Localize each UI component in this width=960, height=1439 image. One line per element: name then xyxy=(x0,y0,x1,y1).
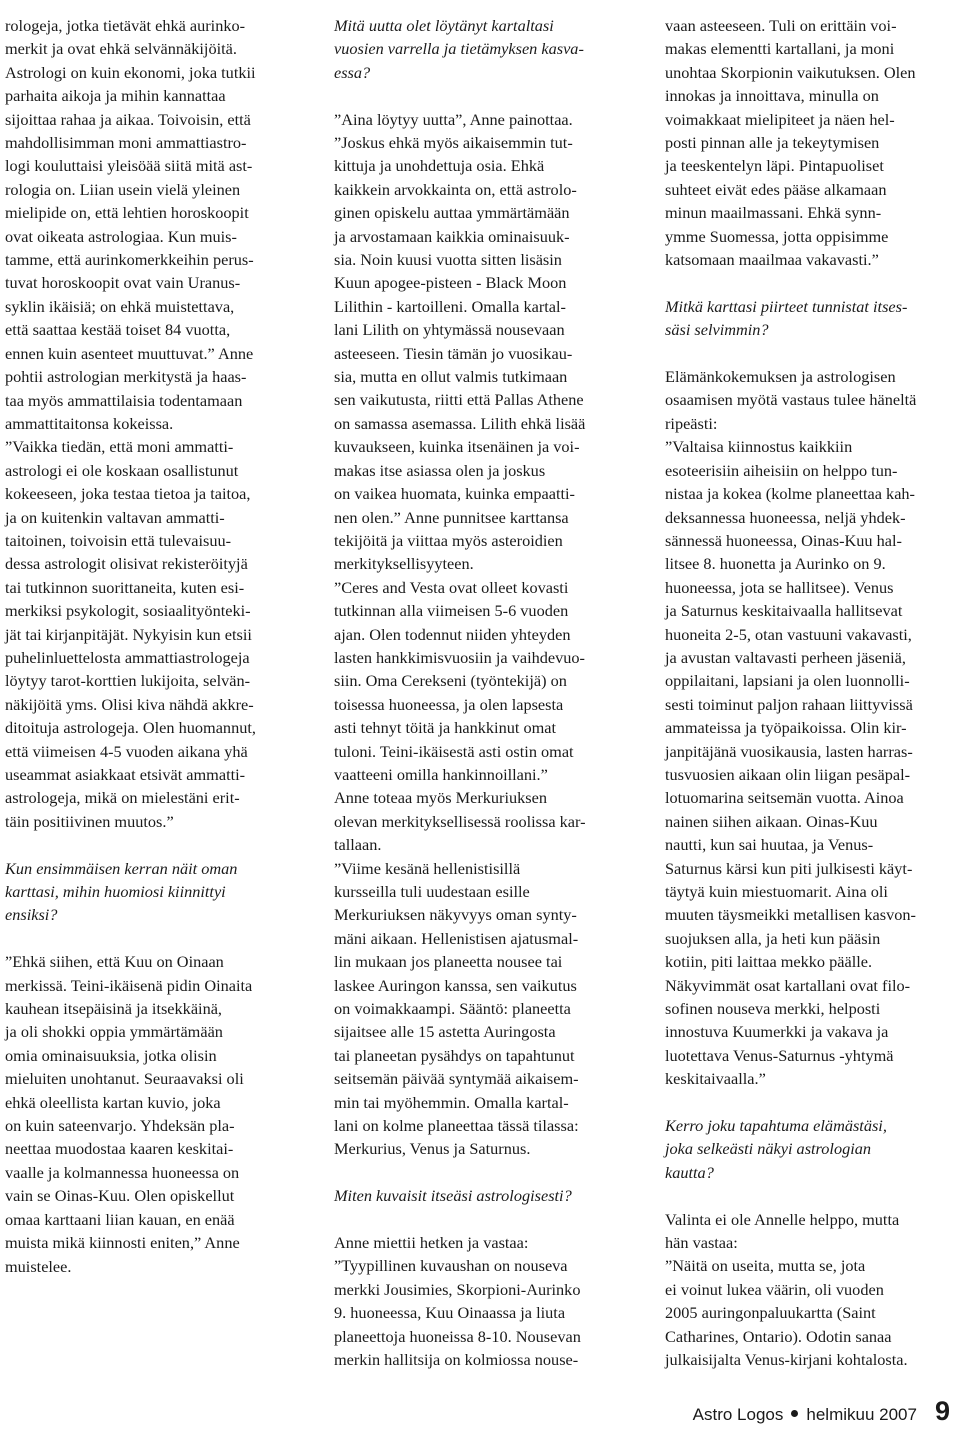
paragraph: ”Ceres and Vesta ovat olleet kovasti tutkinnan alla viimeisen 5-6 vuoden ajan. Olen todennut niiden yhteyden lasten hankkimisvuosiin ja vaihdevuo- siin. Oma Cerekseni (työntekijä) on toisessa huoneessa, ja olen lapsesta asti tehnyt töitä ja hankkinut omat tuloni. Teini-ikäisestä asti ostin omat vaatteeni omilla hankinnoillani.” xyxy=(334,577,585,784)
paragraph: Elämänkokemuksen ja astrologisen osaamisen myötä vastaus tulee häneltä ripeästi: ”Valtaisa kiinnostus kaikkiin esoteerisiin aiheisiin on helppo tun- nistaa ja kokea (kolme planeettaa kah- deksannessa huoneessa, neljä yhdek- sännessä huoneessa, Oinas-Kuu hal- litsee 8. huonetta ja Aurinko on 9. huoneessa, jota se hallitsee). Venus ja Saturnus keskitaivaalla hallitsevat huoneita 2-5, otan vastuuni vakavasti, ja avustan valtavasti perheen jäseniä, oppilaitani, lapsiani ja olen luonnolli- sesti toiminut paljon rahaan liittyvissä ammateissa ja työpaikoissa. Olin kir- janpitäjänä vuosikausia, lasten harras- tusvuosien aikaan olin liigan pesäpal- lotuomarina seitsemän vuotta. Ainoa nainen siihen aikaan. Oinas-Kuu nautti, kun sai huutaa, ja Venus- Saturnus kärsi kun piti julkisesti käyt- täytyä kuin miestuomarit. Aina oli muuten täysmeikki metallisen kasvon- suojuksen alla, ja heti kun pääsin kotiin, piti laittaa mekko päälle. Näkyvimmät osat kartallani ovat filo- sofinen nouseva merkki, helposti innostuva Kuumerkki ja vakava ja luotettava Venus-Saturnus -yhtymä keskitaivaalla.” xyxy=(665,367,917,1089)
issue-date: helmikuu 2007 xyxy=(806,1405,917,1424)
interview-question: Kerro joku tapahtuma elämästäsi, joka selkeästi näkyi astrologian kautta? xyxy=(665,1116,887,1182)
paragraph: Anne miettii hetken ja vastaa: ”Tyypillinen kuvaushan on nouseva merkki Jousimies, Skorpioni-Aurinko 9. huoneessa, Kuu Oinaassa ja liuta planeettoja huoneissa 8-10. Nousevan merkin hallitsija on kolmiossa nouse- xyxy=(334,1233,581,1370)
paragraph: ”Viime kesänä hellenistisillä kursseilla tuli uudestaan esille Merkuriuksen näkyvyys oman synty- mäni aikaan. Hellenistisen ajatusmal- lin mukaan jos planeetta nousee tai laskee Auringon kanssa, sen vaikutus on voimakkaampi. Sääntö: planeetta sijaitsee alle 15 astetta Auringosta tai planeetan pysähdys on tapahtunut seitsemän päivää syntymää aikaisem- min tai myöhemmin. Omalla kartal- lani on kolme planeettaa tässä tilassa: Merkurius, Venus ja Saturnus. xyxy=(334,858,579,1159)
text-column-3 xyxy=(665,14,957,1372)
bullet-separator xyxy=(791,1410,798,1417)
paragraph: ”Ehkä siihen, että Kuu on Oinaan merkissä. Teini-ikäisenä pidin Oinaita kauhean itsepäisinä ja itsekkäinä, ja oli shokki oppia ymmärtämään omia ominaisuuksia, jotka olisin mieluiten unohtanut. Seuraavaksi oli ehkä oleellista kartan kuvio, joka on kuin sateenvarjo. Yhdeksän pla- neettaa muodostaa kaaren keskitai- vaalle ja kolmannessa huoneessa on vain se Oinas-Kuu. Olen opiskellut omaa karttaani liian kauan, en enää muista mikä kiinnosti eniten,” Anne muistelee. xyxy=(5,952,253,1276)
paragraph: Valinta ei ole Annelle helppo, mutta hän vastaa: ”Näitä on useita, mutta se, jota ei voinut lukea väärin, oli vuoden 2005 auringonpaluukartta (Saint Catharines, Ontario). Odotin sanaa julkaisijalta Venus-kirjani kohtalosta. xyxy=(665,1209,908,1370)
page-number: 9 xyxy=(934,1396,950,1426)
interview-question: Miten kuvaisit itseäsi astrologisesti? xyxy=(334,1186,572,1206)
paragraph: rologeja, jotka tietävät ehkä aurinko- merkit ja ovat ehkä selvännäkijöitä. Astrologi on kuin ekonomi, joka tutkii parhaita aikoja ja mihin kannattaa sijoittaa rahaa ja aikaa. Toivoisin, että mahdollisimman moni ammattiastro- logi kouluttaisi yleisöää siitä mitä ast- rologia on. Liian usein vielä yleinen mielipide on, että lehtien horoskoopit ovat oikeata astrologiaa. Kun muis- tamme, että aurinkomerkkeihin perus- tuvat horoskoopit ovat vain Uranus- syklin ikäisiä; on ehkä muistettava, että saattaa kestää toiset 84 vuotta, ennen kuin asenteet muuttuvat.” Anne pohtii astrologian merkitystä ja haas- taa myös ammattilaisia todentamaan ammattitaitonsa kokeissa. xyxy=(5,16,256,433)
page-footer xyxy=(693,1396,950,1427)
text-column-2 xyxy=(334,14,629,1372)
paragraph: ”Aina löytyy uutta”, Anne painottaa. ”Joskus ehkä myös aikaisemmin tut- kittuja ja unohdettuja osia. Ehkä kaikkein arvokkainta on, että astrolo- ginen opiskelu auttaa ymmärtämään ja arvostamaan kaikkia ominaisuuk- sia. Noin kuusi vuotta sitten lisäsin Kuun apogee-pisteen - Black Moon Lilithin - kartoilleni. Omalla kartal- lani Lilith on yhtymässä nousevaan asteeseen. Tiesin tämän jo vuosikau- sia, mutta en ollut valmis tutkimaan sen vaikutusta, riitti että Pallas Athene on samassa asemassa. Lilith ehkä lisää kuvaukseen, kuinka itsenäinen ja voi- makas itse asiassa olen ja joskus on vaikea huomata, kuinka empaatti- nen olen.” Anne punnitsee karttansa tekijöitä ja viittaa myös asteroidien merkityksellisyyteen. xyxy=(334,109,586,574)
interview-question: Kun ensimmäisen kerran näit oman karttasi, mihin huomiosi kiinnittyi ensiksi? xyxy=(5,858,238,925)
interview-question: Mitä uutta olet löytänyt kartaltasi vuosien varrella ja tietämyksen kasva- essa? xyxy=(334,16,584,82)
interview-question: Mitkä karttasi piirteet tunnistat itses- säsi selvimmin? xyxy=(665,296,908,340)
magazine-name: Astro Logos xyxy=(692,1405,784,1424)
paragraph: vaan asteeseen. Tuli on erittäin voi- makas elementti kartallani, ja moni unohtaa Skorpionin vaikutuksen. Olen innokas ja innoittava, minulla on voimakkaat mielipiteet ja näen hel- posti pinnan alle ja tekeytymisen ja teeskentelyn läpi. Pintapuoliset suhteet eivät edes pääse alkamaan minun maailmassani. Ehkä synn- ymme Suomessa, jotta oppisimme katsomaan maailmaa vakavasti.” xyxy=(665,16,916,270)
paragraph: ”Vaikka tiedän, että moni ammatti- astrologi ei ole koskaan osallistunut kokeeseen, joka testaa tietoa ja taitoa, ja on kuitenkin valtavan ammatti- taitoinen, toivoisin että tulevaisuu- dessa astrologit olisivat rekisteröityjä tai tutkinnon suorittaneita, kuten esi- merkiksi psykologit, sosiaalityönteki- jät tai kirjanpitäjät. Nykyisin kun etsii puhelinluettelosta ammattiastrologeja löytyy tarot-korttien lukijoita, selvän- näkijöitä yms. Olisi kiva nähdä akkre- ditoituja astrologeja. Olen huomannut, että viimeisen 4-5 vuoden aikana yhä useammat asiakkaat etsivät ammatti- astrologeja, mikä on mielestäni erit- täin positiivinen muutos.” xyxy=(5,437,256,831)
text-column-1 xyxy=(5,14,297,1278)
paragraph: Anne toteaa myös Merkuriuksen olevan merkityksellisessä roolissa kar- tallaan. xyxy=(334,788,586,855)
